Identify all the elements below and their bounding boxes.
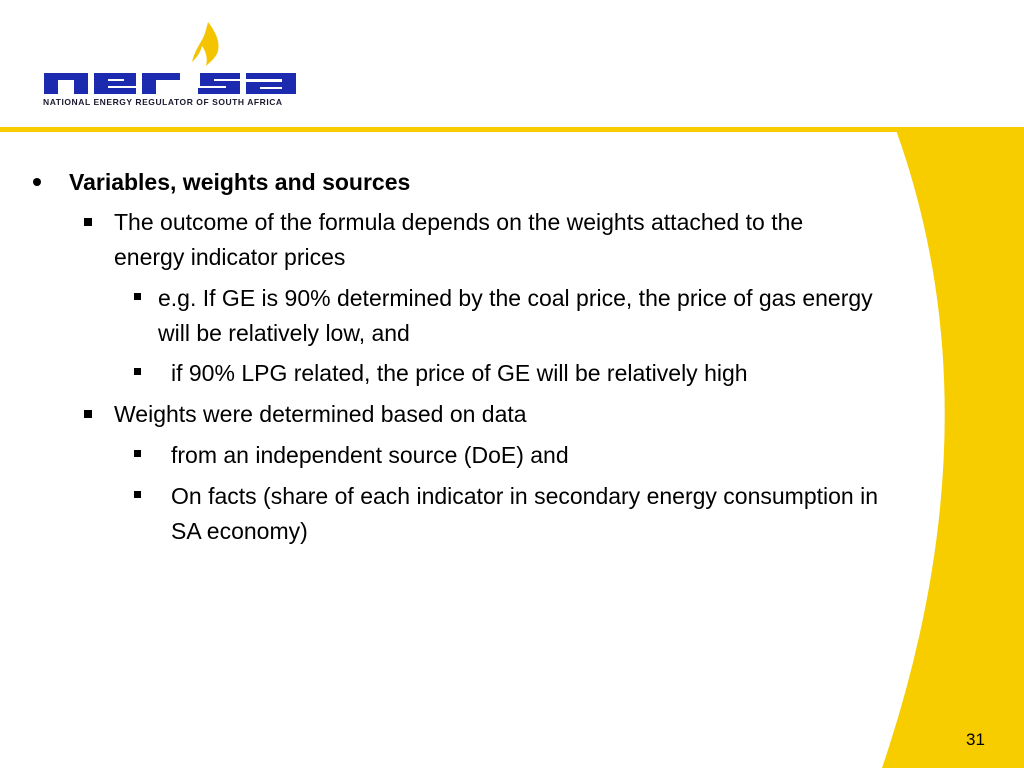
bullet-text: e.g. If GE is 90% determined by the coal price, the price of gas energy <box>158 285 873 311</box>
right-yellow-curve <box>882 130 1024 768</box>
bullet-text: The outcome of the formula depends on the weights attached to the <box>114 209 804 235</box>
bullet-dot-icon <box>33 178 41 186</box>
bullet-text-continued: will be relatively low, and <box>158 320 410 346</box>
bullet-text-continued: SA economy) <box>171 518 308 544</box>
bullet-text: Variables, weights and sources <box>69 169 411 195</box>
bullet-square-icon <box>134 368 141 375</box>
bullet-square-icon <box>84 218 92 226</box>
bullet-text: On facts (share of each indicator in secondary energy consumption in <box>171 483 878 509</box>
top-yellow-band <box>0 127 1024 132</box>
logo-tagline: NATIONAL ENERGY REGULATOR OF SOUTH AFRICA <box>43 97 283 107</box>
bullet-square-icon <box>134 293 141 300</box>
bullet-text: from an independent source (DoE) and <box>171 442 569 468</box>
bullet-square-icon <box>134 450 141 457</box>
bullet-text: if 90% LPG related, the price of GE will be relatively high <box>171 360 748 386</box>
bullet-text: Weights were determined based on data <box>114 401 527 427</box>
nersa-wordmark-icon <box>40 18 310 98</box>
bullet-square-icon <box>134 491 141 498</box>
flame-icon <box>192 22 219 66</box>
bullet-text-continued: energy indicator prices <box>114 244 346 270</box>
nersa-logo <box>40 18 310 110</box>
page-number: 31 <box>966 730 985 749</box>
bullet-square-icon <box>84 410 92 418</box>
